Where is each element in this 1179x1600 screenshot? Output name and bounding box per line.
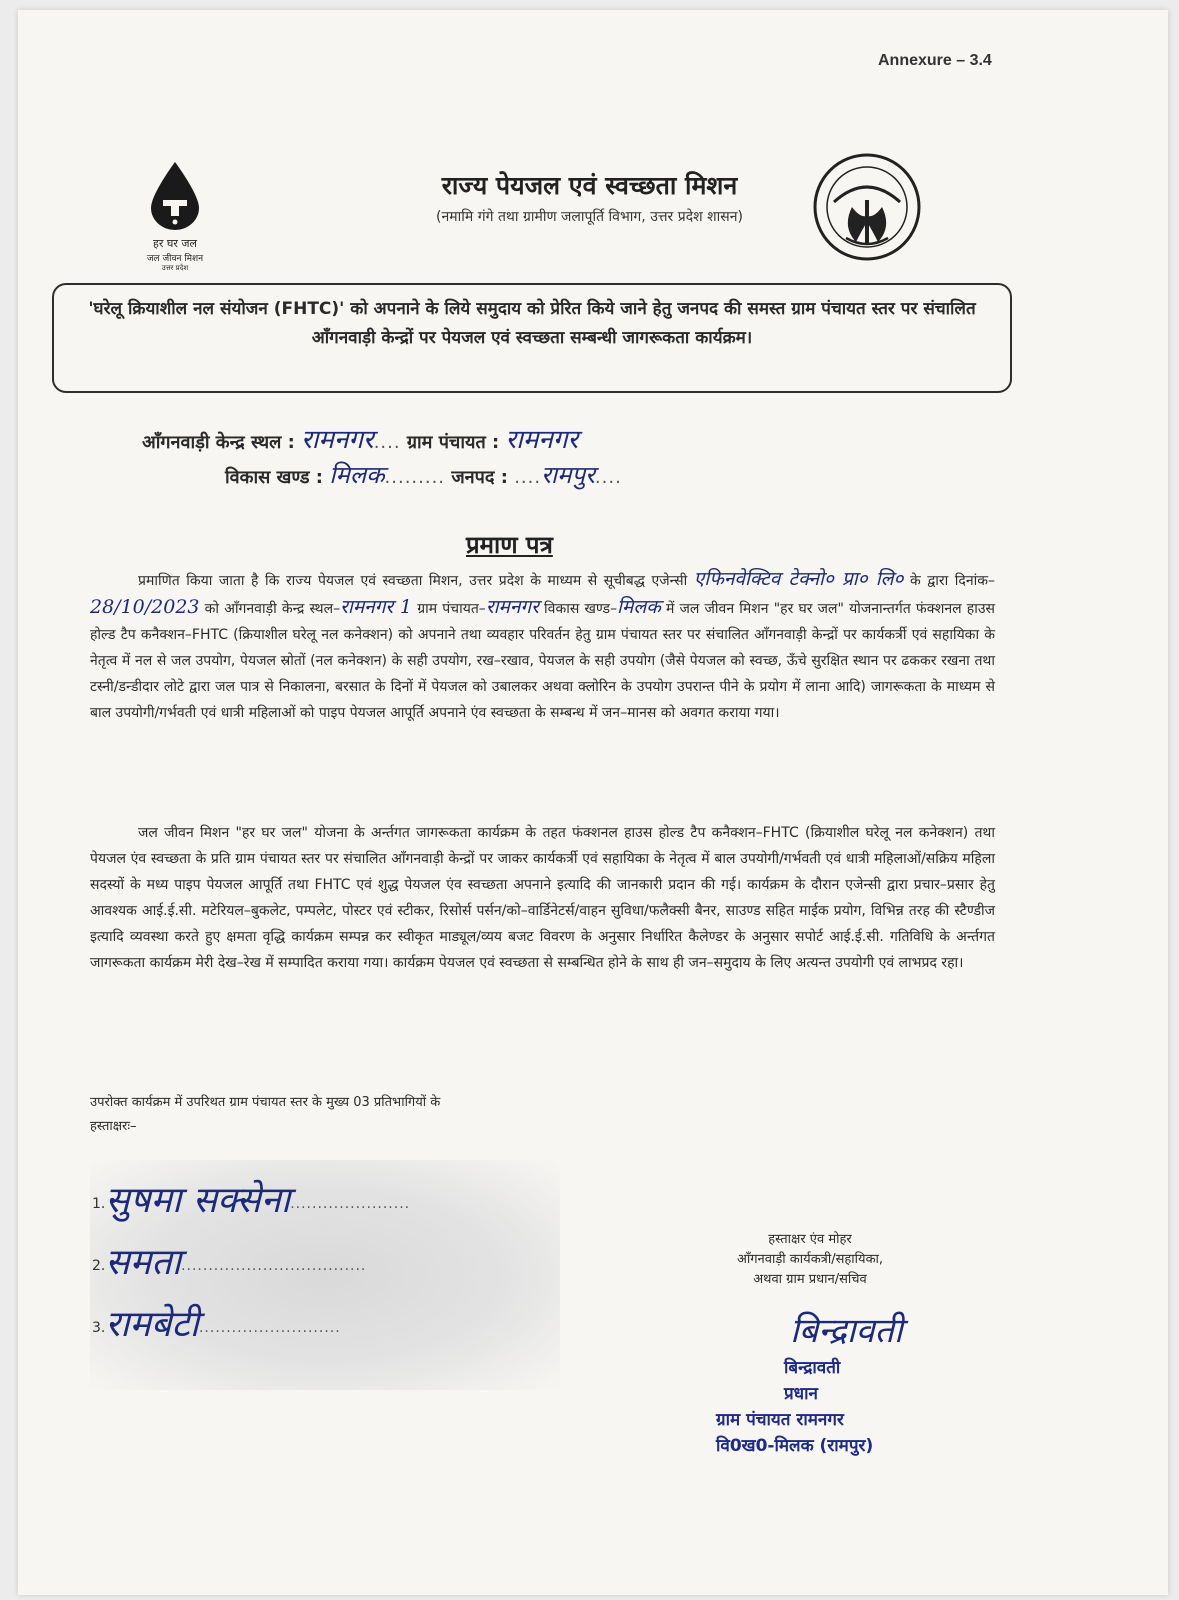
certificate-title: प्रमाण पत्र <box>466 531 553 559</box>
participant-number: 3. <box>92 1320 106 1336</box>
location-row-1: आँगनवाड़ी केन्द्र स्थल : रामनगर.... ग्राम पंचायत : रामनगर <box>142 425 579 455</box>
center-site: रामनगर 1 <box>340 596 413 618</box>
panchayat-name: रामनगर <box>485 596 539 618</box>
participant-number: 1. <box>92 1196 106 1212</box>
participants-note: उपरोक्त कार्यक्रम में उपरिथत ग्राम पंचायत स्तर के मुख्य 03 प्रतिभागियों के <box>90 1095 441 1110</box>
stamp-title: प्रधान <box>784 1384 818 1404</box>
stamp-name: बिन्द्रावती <box>784 1358 841 1378</box>
block-value: मिलक <box>329 461 385 489</box>
annexure-label: Annexure – 3.4 <box>878 52 992 69</box>
participant-signature: रामबेटी <box>105 1304 199 1345</box>
block-name: मिलक <box>617 596 661 618</box>
p2-text: जल जीवन मिशन "हर घर जल" योजना के अर्न्तगत जागरूकता कार्यक्रम के तहत फंक्शनल हाउस होल्ड टैप कनैक्शन–FHTC (क्रियाशील घरेलू नल कनेक्शन) तथा पेयजल एंव स्वच्छता के प्रति ग्राम पंचायत स्तर पर संचालित आँगनवाड़ी केन्द्रों पर जाकर कार्यकर्त्री एवं सहायिका के नेतृत्व में बाल उपयोगी/गर्भवती एवं धात्री महिलाओं/सक्रिय महिला सदस्यों के मध्य पाइप पेयजल आपूर्ति तथा FHTC एवं शुद्ध पेयजल एंव स्वच्छता अपनाने इत्यादि की जानकारी प्रदान की गई। कार्यक्रम के दौरान एजेन्सी द्वारा प्रचार–प्रसार हेतु आवश्यक आई.ई.सी. मटेरियल–बुकलेट, पम्पलेट, पोस्टर एवं स्टीकर, रिसोर्स पर्सन/को–वार्डिनेटर्स/वाहन सुविधा/फलैक्सी बैनर, साउण्ड सहित माईक प्रयोग, विभिन्न तरह की स्टैण्डीज इत्यादि व्यवस्था करते हुए क्षमता वृद्धि कार्यक्रम सम्पन्न कर स्वीकृत माड्यूल/व्यय बजट विवरण के अनुसार निर्धारित कैलेण्डर के अनुसार सपोर्ट आई.ई.सी. गतिविधि के अर्न्तगत जागरूकता कार्यक्रम मेरी देख–रेख में सम्पादित कराया गया। कार्यक्रम पेयजल एवं स्वच्छता से सम्बन्धित होने के साथ ही जन–समुदाय के लिए अत्यन्त उपयोगी एवं लाभप्रद रहा। <box>90 825 995 971</box>
p1-part-e: विकास खण्ड– <box>544 601 618 617</box>
location-row-2: विकास खण्ड : मिलक......... जनपद : ....रामपुर.... <box>225 461 622 489</box>
participant-number: 2. <box>92 1258 106 1274</box>
district-label: जनपद : <box>451 467 508 488</box>
p1-part-c: को आँगनवाड़ी केन्द्र स्थल– <box>204 601 341 617</box>
stamp-panchayat: ग्राम पंचायत रामनगर <box>716 1410 844 1430</box>
authority-block <box>680 1230 940 1290</box>
participant-signature-3: 3.रामबेटी.......................... <box>92 1304 341 1345</box>
banner-text: 'घरेलू क्रियाशील नल संयोजन (FHTC)' को अपनाने के लिये समुदाय को प्रेरित किये जाने हेतु जनपद की समस्त ग्राम पंचायत स्तर पर संचालित आँगनवाड़ी केन्द्रों पर पेयजल एवं स्वच्छता सम्बन्धी जागरूकता कार्यक्रम। <box>88 299 976 348</box>
logo-line1: हर घर जल <box>153 237 197 250</box>
mission-subtitle: (नमामि गंगे तथा ग्रामीण जलापूर्ति विभाग, उत्तर प्रदेश शासन) <box>436 209 743 225</box>
block-label: विकास खण्ड : <box>225 467 323 488</box>
logo-line3: उत्तर प्रदेश <box>161 264 189 272</box>
official-stamp <box>716 1355 873 1459</box>
certificate-paragraph-1 <box>90 566 995 726</box>
certificate-paragraph-2 <box>90 820 995 976</box>
authority-line3: अथवा ग्राम प्रधान/सचिव <box>753 1272 867 1287</box>
anganwadi-label: आँगनवाड़ी केन्द्र स्थल : <box>142 432 295 453</box>
program-date: 28/10/2023 <box>90 596 200 618</box>
stamp-block: वि0ख0-मिलक (रामपुर) <box>716 1436 874 1456</box>
participant-signature-2: 2.समता.................................. <box>92 1242 367 1283</box>
gram-panchayat-label: ग्राम पंचायत : <box>406 432 500 453</box>
logo-line2: जल जीवन मिशन <box>146 254 204 264</box>
signatures-heading: हस्ताक्षरः– <box>90 1119 137 1134</box>
participant-signature: सुषमा सक्सेना <box>105 1180 291 1221</box>
p1-part-f: में जल जीवन मिशन "हर घर जल" योजनान्तर्गत फंक्शनल हाउस होल्ड टैप कनैक्शन–FHTC (क्रियाशील घरेलू नल कनेक्शन) को अपनाने तथा व्यवहार परिवर्तन हेतु ग्राम पंचायत स्तर पर संचालित आँगनवाड़ी केन्द्रों पर कार्यकर्त्री एवं सहायिका के नेतृत्व में नल से जल उपयोग, पेयजल स्रोतों (नल कनेक्शन) के सही उपयोग, रख–रखाव, पेयजल के सही उपयोग (जैसे पेयजल को स्वच्छ, ऊँचे सुरक्षित स्थान पर ढककर रखना तथा टस्नी/डन्डीदार लोटे द्वारा जल पात्र से निकालना, बरसात के दिनों में पेयजल को उबालकर अथवा क्लोरिन के उपयोग उपरान्त पीने के प्रयोग में लाना आदि) जागरूकता के माध्यम से बाल उपयोगी/गर्भवती एवं धात्री महिलाओं को पाइप पेयजल आपूर्ति अपनाने एंव स्वच्छता के सम्बन्ध में जन–मानस को अवगत कराया गया। <box>90 601 995 721</box>
p1-part-b: के द्वारा दिनांक– <box>909 573 996 589</box>
district-value: रामपुर <box>541 461 595 489</box>
p1-part-d: ग्राम पंचायत– <box>417 601 486 617</box>
program-banner <box>52 283 1012 393</box>
anganwadi-value: रामनगर <box>301 425 374 455</box>
pradhan-signature: बिन्द्रावती <box>790 1311 903 1351</box>
p1-part-a: प्रमाणित किया जाता है कि राज्य पेयजल एवं स्वच्छता मिशन, उत्तर प्रदेश के माध्यम से सूचीबद्ध एजेन्सी <box>138 573 688 589</box>
participant-signature: समता <box>105 1242 182 1283</box>
participant-signature-1: 1.सुषमा सक्सेना...................... <box>92 1180 411 1221</box>
authority-line2: आँगनवाड़ी कार्यकत्री/सहायिका, <box>736 1252 884 1267</box>
mission-title: राज्य पेयजल एवं स्वच्छता मिशन <box>441 171 738 200</box>
agency-name: एफिनवेक्टिव टेक्नो० प्रा० लि० <box>693 568 904 590</box>
authority-line1: हस्ताक्षर एंव मोहर <box>768 1232 852 1247</box>
gram-panchayat-value: रामनगर <box>505 425 579 455</box>
